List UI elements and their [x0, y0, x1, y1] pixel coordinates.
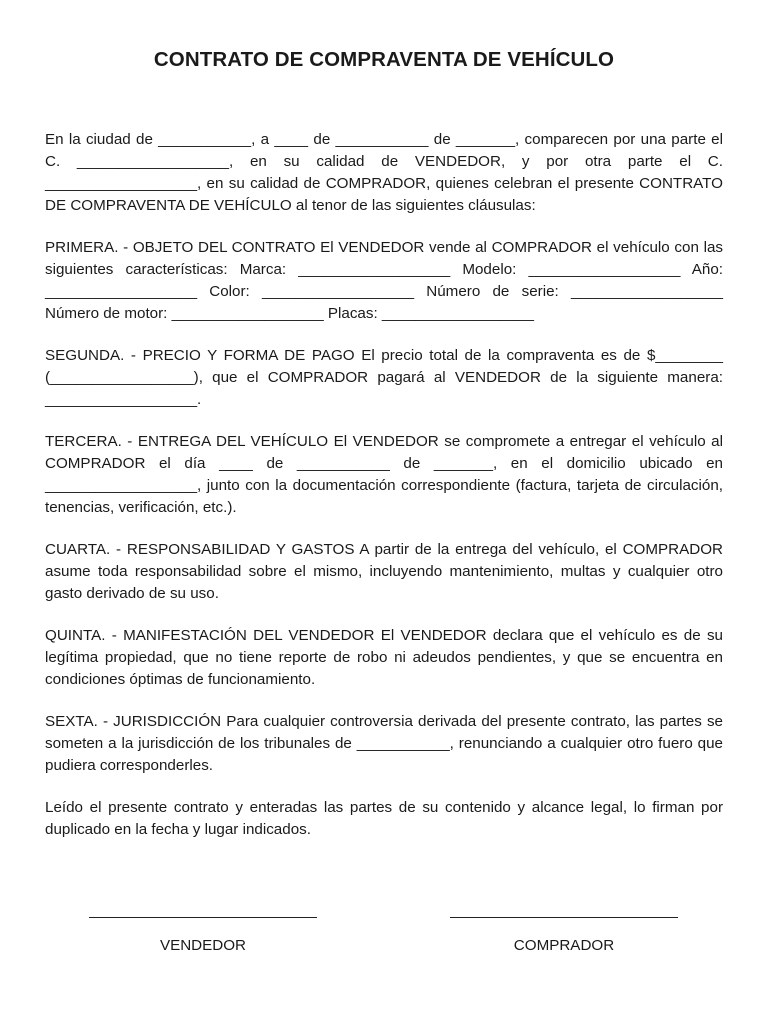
clause-cuarta: CUARTA. - RESPONSABILIDAD Y GASTOS A partir de la entrega del vehículo, el COMPRADOR asume toda responsabilidad sobre el mismo, incluyendo mantenimiento, multas y cualquier otro gasto derivado de su uso. — [45, 541, 723, 602]
seller-signature-line — [89, 900, 317, 918]
clause-segunda: SEGUNDA. - PRECIO Y FORMA DE PAGO El precio total de la compraventa es de $________ (_________________), que el COMPRADOR pagará al VENDEDOR de la siguiente manera: __________________. — [45, 347, 723, 408]
clause-tercera: TERCERA. - ENTREGA DEL VEHÍCULO El VENDEDOR se compromete a entregar el vehículo al COMPRADOR el día ____ de ___________ de _______, en el domicilio ubicado en __________________, junto con la documentación correspondiente (factura, tarjeta de circulación, tenencias, verificación, etc.). — [45, 433, 723, 516]
document-body — [45, 129, 723, 861]
document-title: CONTRATO DE COMPRAVENTA DE VEHÍCULO — [153, 48, 615, 71]
clause-primera: PRIMERA. - OBJETO DEL CONTRATO El VENDEDOR vende al COMPRADOR el vehículo con las siguientes características: Marca: __________________ Modelo: __________________ Año: __________________ Color: __________________ Número de serie: __________________ Número de motor: __________________ Placas: __________________ — [45, 239, 723, 322]
buyer-signature-block — [450, 900, 678, 954]
closing-paragraph: Leído el presente contrato y enteradas las partes de su contenido y alcance legal, lo firman por duplicado en la fecha y lugar indicados. — [45, 799, 723, 838]
clause-quinta: QUINTA. - MANIFESTACIÓN DEL VENDEDOR El VENDEDOR declara que el vehículo es de su legítima propiedad, que no tiene reporte de robo ni adeudos pendientes, y que se encuentra en condiciones óptimas de funcionamiento. — [45, 627, 723, 688]
clause-sexta: SEXTA. - JURISDICCIÓN Para cualquier controversia derivada del presente contrato, las partes se someten a la jurisdicción de los tribunales de ___________, renunciando a cualquier otro fuero que pudiera corresponderles. — [45, 713, 723, 774]
seller-label: VENDEDOR — [159, 937, 247, 954]
buyer-signature-line — [450, 900, 678, 918]
buyer-label: COMPRADOR — [513, 937, 615, 954]
intro-paragraph: En la ciudad de ___________, a ____ de ___________ de _______, comparecen por una parte el C. __________________, en su calidad de VENDEDOR, y por otra parte el C. __________________, en su calidad de COMPRADOR, quienes celebran el presente CONTRATO DE COMPRAVENTA DE VEHÍCULO al tenor de las siguientes cláusulas: — [45, 131, 723, 214]
seller-signature-block — [89, 900, 317, 954]
